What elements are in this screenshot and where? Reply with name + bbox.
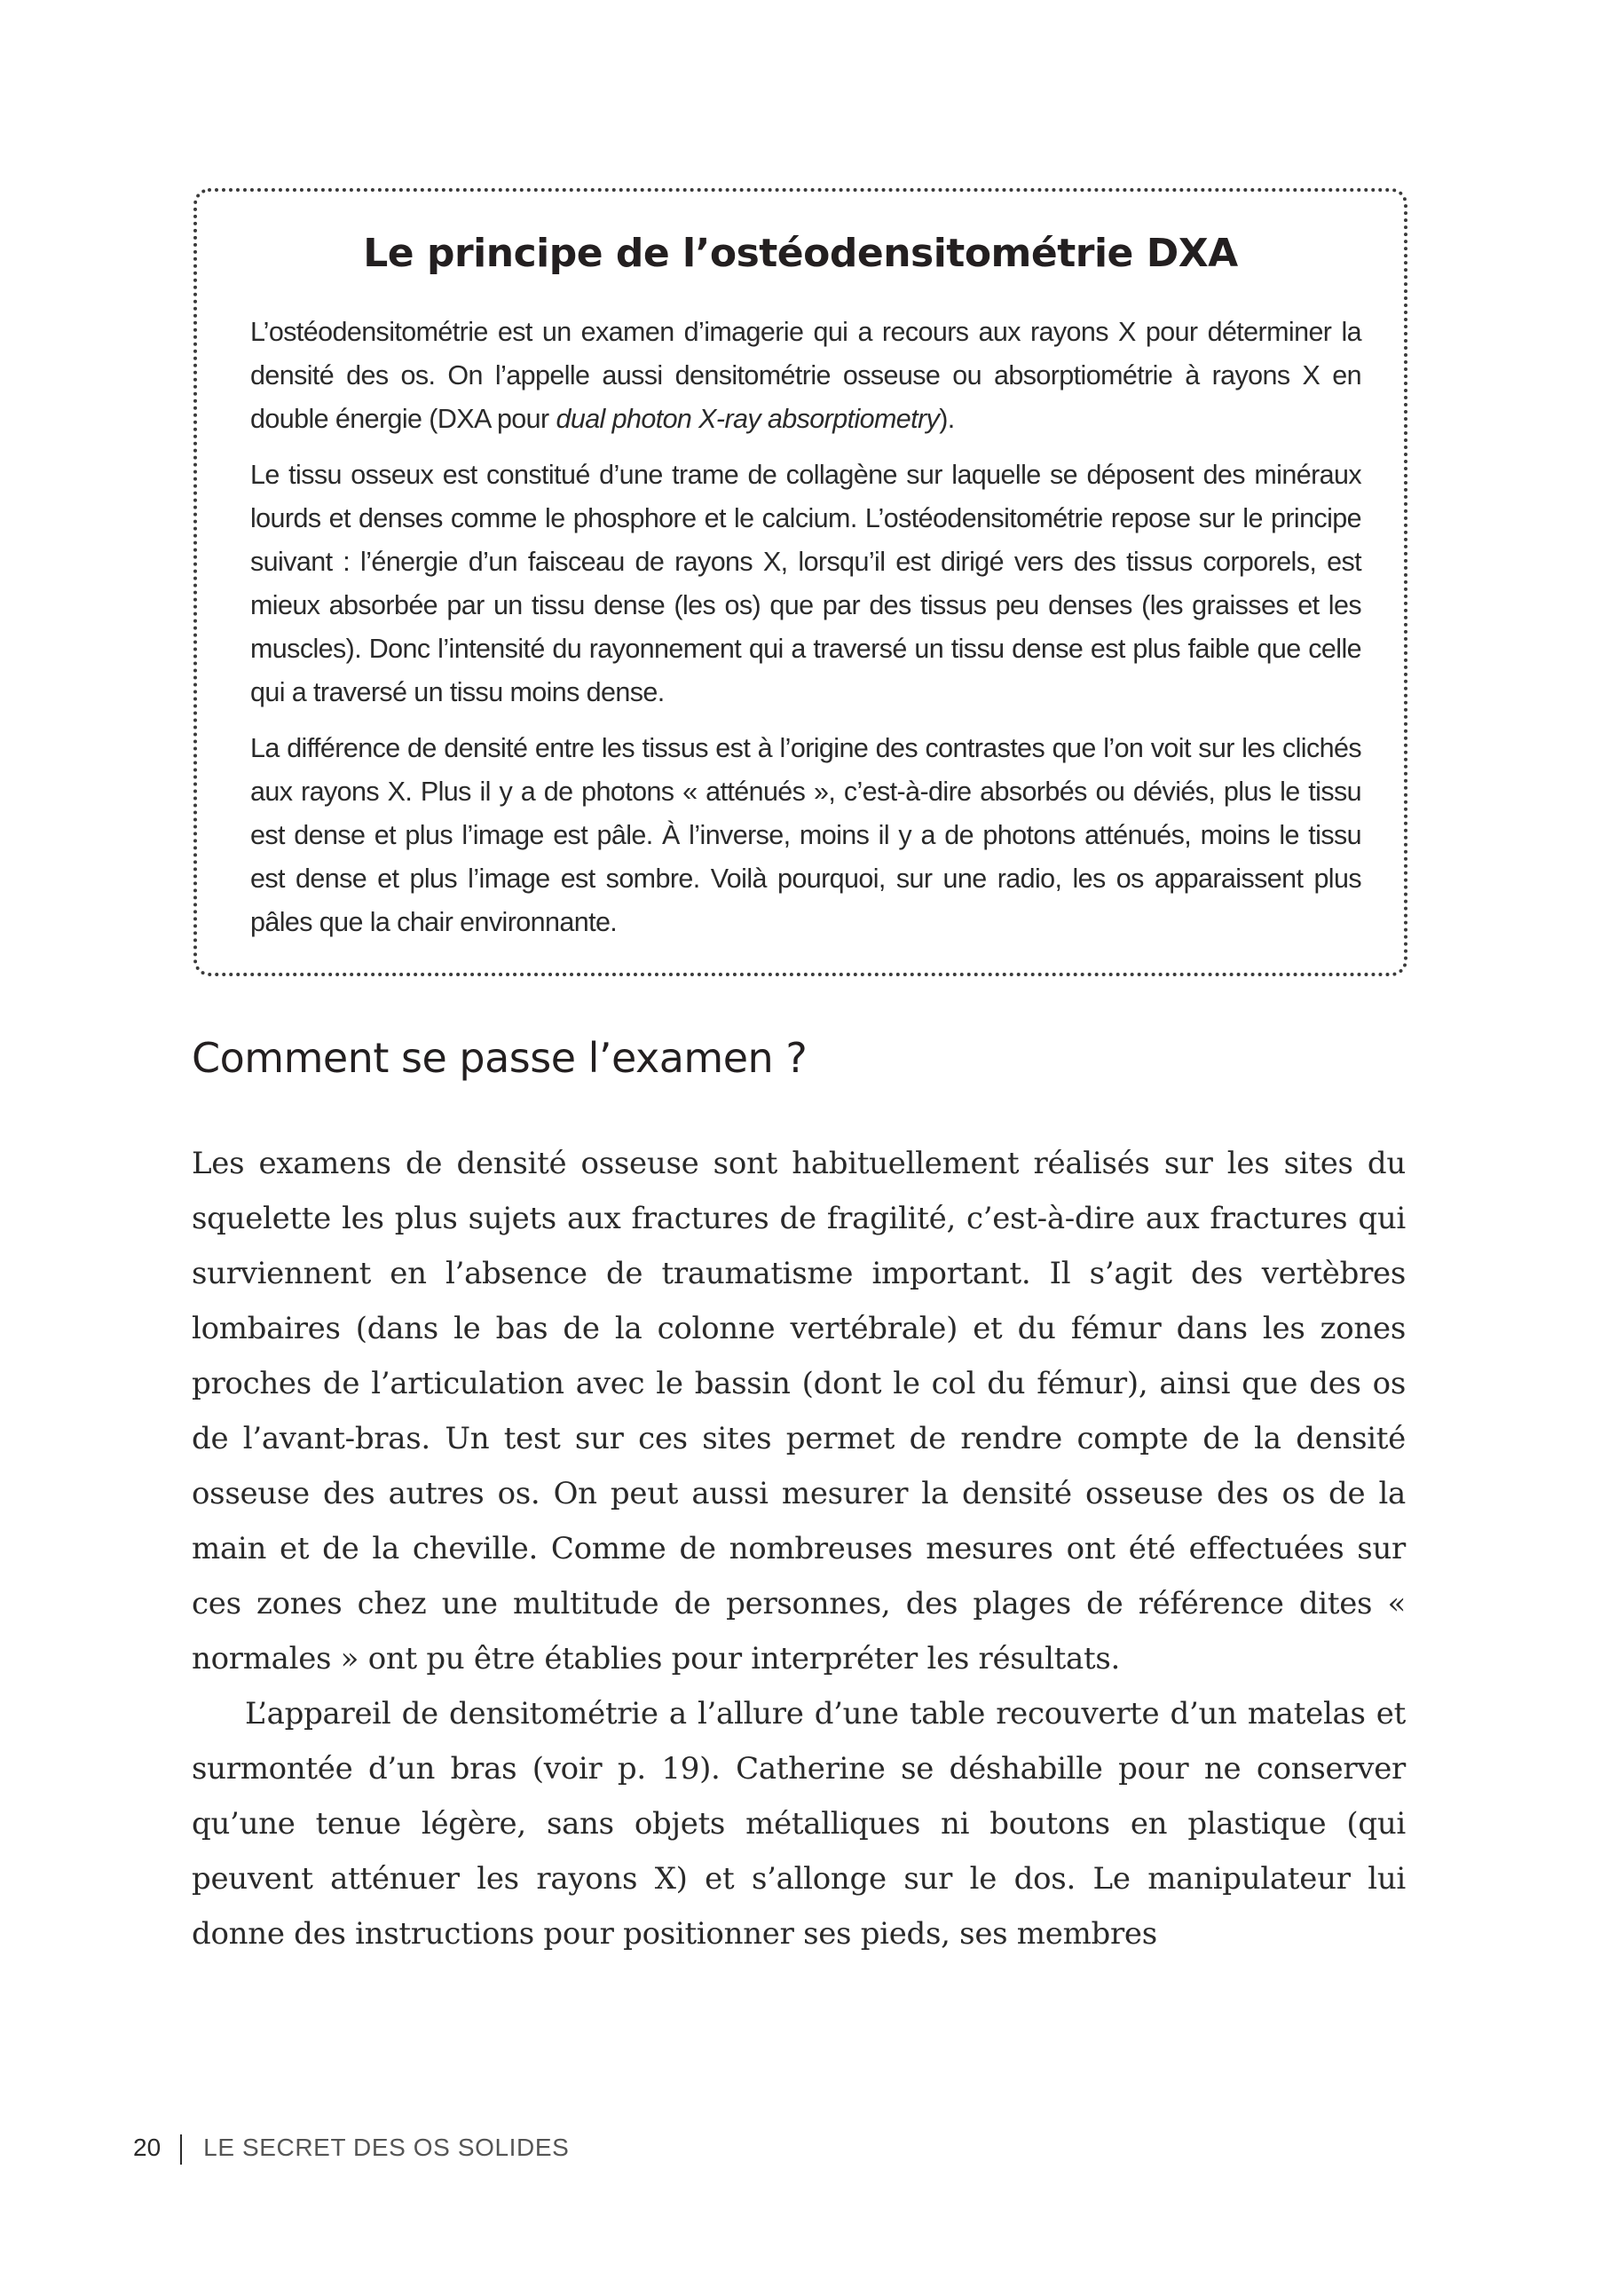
main-text: [192, 1136, 1406, 1961]
box-paragraph-1-italic: dual photon X-ray absorptiometry: [556, 404, 940, 434]
section-heading: Comment se passe l’examen ?: [192, 1034, 808, 1082]
body-paragraph: L’appareil de densitométrie a l’allure d’une table recouverte d’un matelas et surmontée d’un bras (voir p. 19). Catherine se déshabille pour ne conserver qu’une tenue légère, sans objets métalliques ni boutons en plastique (qui peuvent atténuer les rayons X) et s’allonge sur le dos. Le manipulateur lui donne des instructions pour positionner ses pieds, ses membres: [192, 1696, 1406, 1952]
box-paragraph-1-end: ).: [939, 404, 955, 434]
info-box: [193, 188, 1407, 976]
box-body: [250, 311, 1361, 957]
box-title: Le principe de l’ostéodensitométrie DXA: [363, 231, 1238, 276]
page-number: 20: [133, 2134, 162, 2161]
box-paragraph: Le tissu osseux est constitué d’une trame de collagène sur laquelle se déposent des minéraux lourds et denses comme le phosphore et le calcium. L’ostéodensitométrie repose sur le principe suivant : l’énergie d’un faisceau de rayons X, lorsqu’il est dirigé vers des tissus corporels, est mieux absorbée par un tissu dense (les os) que par des tissus peu denses (les graisses et les muscles). Donc l’intensité du rayonnement qui a traversé un tissu dense est plus faible que celle qui a traversé un tissu moins dense.: [250, 460, 1361, 707]
footer-divider: [180, 2134, 182, 2165]
box-paragraph: [250, 311, 1361, 441]
body-paragraph: Les examens de densité osseuse sont habituellement réalisés sur les sites du squelette les plus sujets aux fractures de fragilité, c’est-à-dire aux fractures qui surviennent en l’absence de traumatisme important. Il s’agit des vertèbres lombaires (dans le bas de la colonne vertébrale) et du fémur dans les zones proches de l’articulation avec le bassin (dont le col du fémur), ainsi que des os de l’avant-bras. Un test sur ces sites permet de rendre compte de la densité osseuse des autres os. On peut aussi mesurer la densité osseuse des os de la main et de la cheville. Comme de nombreuses mesures ont été effectuées sur ces zones chez une multitude de personnes, des plages de référence dites « normales » ont pu être établies pour interpréter les résultats.: [192, 1146, 1406, 1676]
page-footer: [133, 2130, 569, 2166]
box-paragraph: La différence de densité entre les tissus est à l’origine des contrastes que l’on voit sur les clichés aux rayons X. Plus il y a de photons « atténués », c’est-à-dire absorbés ou déviés, plus le tissu est dense et plus l’image est pâle. À l’inverse, moins il y a de photons atténués, moins le tissu est dense et plus l’image est sombre. Voilà pourquoi, sur une radio, les os apparaissent plus pâles que la chair environnante.: [250, 733, 1361, 937]
running-title: LE SECRET DES OS SOLIDES: [203, 2134, 570, 2161]
box-paragraph-1-start: L’ostéodensitométrie est un examen d’imagerie qui a recours aux rayons X pour déterminer la densité des os. On l’appelle aussi densitométrie osseuse ou absorptiométrie à rayons X en double énergie (DXA pour: [250, 317, 1361, 434]
